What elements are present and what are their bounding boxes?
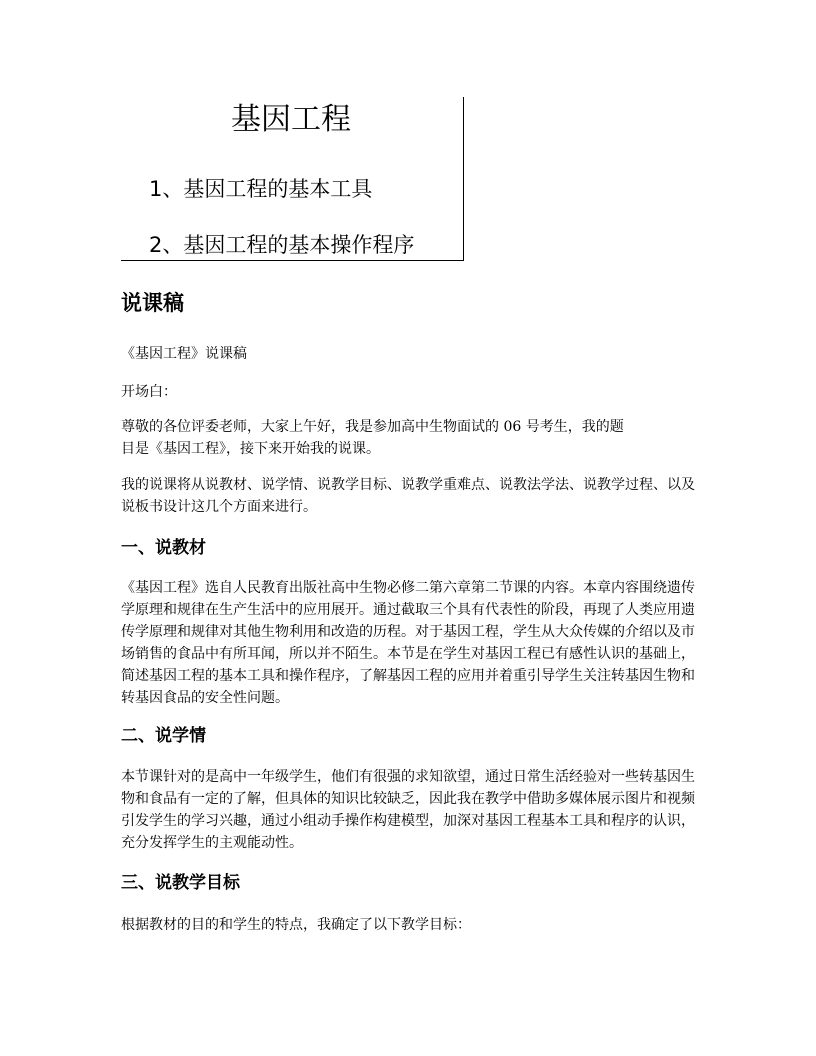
document-title: 说课稿 <box>121 291 184 315</box>
section-heading-objectives: 三、说教学目标 <box>121 873 240 893</box>
section-body-learners: 本节课针对的是高中一年级学生，他们有很强的求知欲望，通过日常生活经验对一些转基因生物和食品有一定的了解，但具体的知识比较缺乏，因此我在教学中借助多媒体展示图片和视频引发学生的学习兴趣，通过小组动手操作构建模型，加深对基因工程基本工具和程序的认识，充分发挥学生的主观能动性。 <box>121 769 695 851</box>
outline-paragraph: 我的说课将从说教材、说学情、说教学目标、说教学重难点、说教法学法、说教学过程、以及说板书设计这几个方面来进行。 <box>121 477 695 515</box>
blackboard-design-box <box>121 97 464 261</box>
board-title: 基因工程 <box>231 102 351 137</box>
section-body-objectives: 根据教材的目的和学生的特点，我确定了以下教学目标： <box>121 917 471 933</box>
board-item-procedure: 2、基因工程的基本操作程序 <box>149 233 415 257</box>
section-heading-textbook: 一、说教材 <box>121 538 206 558</box>
section-body-textbook: 《基因工程》选自人民教育出版社高中生物必修二第六章第二节课的内容。本章内容围绕遗传学原理和规律在生产生活中的应用展开。通过截取三个具有代表性的阶段，再现了人类应用遗传学原理和规律对其他生物利用和改造的历程。对于基因工程，学生从大众传媒的介绍以及市场销售的食品中有所耳闻，所以并不陌生。本节是在学生对基因工程已有感性认识的基础上，简述基因工程的基本工具和操作程序，了解基因工程的应用并着重引导学生关注转基因生物和转基因食品的安全性问题。 <box>121 580 695 706</box>
board-item-tools: 1、基因工程的基本工具 <box>149 177 373 201</box>
greeting-line-2: 目是《基因工程》，接下来开始我的说课。 <box>121 441 380 457</box>
opening-label: 开场白： <box>121 384 177 400</box>
subtitle: 《基因工程》说课稿 <box>121 346 247 362</box>
greeting-line-1: 尊敬的各位评委老师，大家上午好，我是参加高中生物面试的 06 号考生，我的题 <box>121 419 624 435</box>
section-heading-learners: 二、说学情 <box>121 726 206 746</box>
